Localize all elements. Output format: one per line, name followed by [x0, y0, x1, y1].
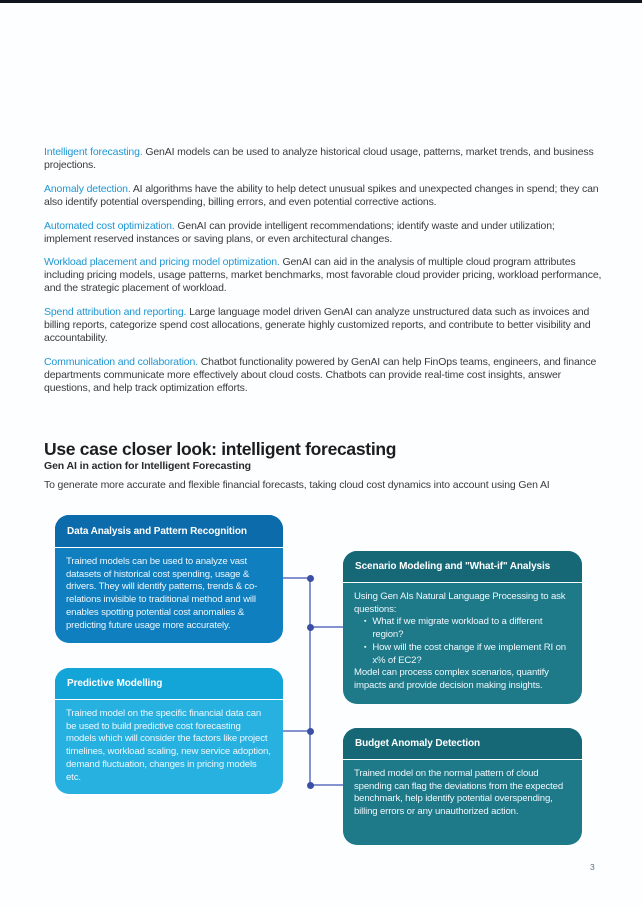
paragraph-spend-attribution [44, 306, 604, 345]
paragraph-anomaly-detection [44, 183, 604, 209]
paragraph-lead-in: Automated cost optimization. [44, 219, 175, 232]
connector-node [307, 624, 314, 631]
paragraph-intelligent-forecasting [44, 146, 604, 172]
diagram-box-body: Trained model on the normal pattern of cloud spending can flag the deviations from the expected benchmark, help identify potential overspending, billing errors or any unauthorized action. [354, 768, 564, 818]
paragraph-body: Large language model driven GenAI can analyze unstructured data such as invoices and billing reports, categorize spend cost allocations, generate highly customized reports, and contribute to better visibility and accountability. [44, 306, 591, 344]
connector-line [283, 730, 310, 732]
diagram-box-scenario-modeling [343, 551, 582, 704]
diagram-box-predictive-modelling [55, 668, 283, 794]
connector-line [311, 784, 343, 786]
section-lead-text: To generate more accurate and flexible financial forecasts, taking cloud cost dynamics into account using Gen AI [44, 479, 550, 491]
bullet-icon: ▪ [364, 618, 367, 626]
diagram-box-body [343, 583, 582, 701]
paragraph-body: AI algorithms have the ability to help detect unusual spikes and unexpected changes in spend; they can also identify potential overspending, billing errors, and even potential corrective actions. [44, 182, 599, 208]
diagram-box-title: Predictive Modelling [55, 668, 283, 700]
diagram-box-outro: Model can process complex scenarios, quantify impacts and provide decision making insights. [354, 667, 549, 691]
paragraph-body: GenAI models can be used to analyze historical cloud usage, patterns, market trends, and business projections. [44, 146, 594, 171]
connector-line-vertical [309, 577, 311, 786]
paragraph-lead-in: Intelligent forecasting. [44, 146, 143, 158]
connector-line [311, 626, 343, 628]
connector-line [283, 577, 310, 579]
page-number: 3 [590, 862, 595, 872]
diagram-box-intro: Using Gen AIs Natural Language Processing to ask questions: [354, 591, 566, 615]
paragraph-communication-collaboration [44, 356, 604, 395]
bullet-text: How will the cost change if we implement RI on x% of EC2? [372, 641, 566, 666]
paragraph-automated-cost-optimization [44, 220, 604, 246]
bullet-icon: ▪ [364, 643, 367, 651]
bullet-item [354, 642, 571, 667]
paragraph-lead-in: Spend attribution and reporting. [44, 306, 187, 319]
connector-node [307, 728, 314, 735]
paragraph-lead-in: Anomaly detection. [44, 182, 131, 195]
intro-paragraphs [44, 146, 604, 406]
diagram-box-body: Trained models can be used to analyze vast datasets of historical cost spending, usage & drivers. They will identify patterns, trends & co-relations invisible to traditional method and will enables spotting potential cost anomalies & predicting future usage more accurately. [66, 556, 258, 631]
bullet-item [354, 616, 571, 641]
diagram-box-data-analysis [55, 515, 283, 643]
section-subtitle: Gen AI in action for Intelligent Forecasting [44, 460, 251, 472]
bullet-text: What if we migrate workload to a different region? [372, 616, 543, 641]
section-title: Use case closer look: intelligent forecasting [44, 438, 397, 459]
diagram-box-title: Budget Anomaly Detection [343, 728, 582, 760]
paragraph-body: GenAI can provide intelligent recommendations; identify waste and under utilization; implement reserved instances or saving plans, or even architectural changes. [44, 219, 555, 245]
diagram-box-title: Scenario Modeling and "What-if" Analysis [343, 551, 582, 583]
diagram-box-title: Data Analysis and Pattern Recognition [55, 515, 283, 548]
paragraph-body: GenAI can aid in the analysis of multiple cloud program attributes including pricing models, usage patterns, market benchmarks, most favorable cloud provider pricing, workload performance, and the strategic placement of workload. [44, 256, 602, 295]
page-top-border [0, 0, 642, 3]
diagram-box-budget-anomaly [343, 728, 582, 845]
diagram-box-body: Trained model on the specific financial data can be used to build predictive cost forecasting models which will consider the factors like project timelines, workload scaling, new service adoption, demand fluctuation, changes in pricing models etc. [66, 708, 271, 783]
diagram-box-bullet-list [354, 616, 571, 667]
connector-node [307, 782, 314, 789]
connector-node [307, 575, 314, 582]
paragraph-lead-in: Workload placement and pricing model optimization. [44, 256, 280, 269]
paragraph-body: Chatbot functionality powered by GenAI can help FinOps teams, engineers, and finance departments communicate more effectively about cloud costs. Chatbots can provide real-time cost insights, answer questions, and help track optimization efforts. [44, 355, 597, 394]
paragraph-workload-placement [44, 256, 604, 295]
paragraph-lead-in: Communication and collaboration. [44, 355, 198, 368]
